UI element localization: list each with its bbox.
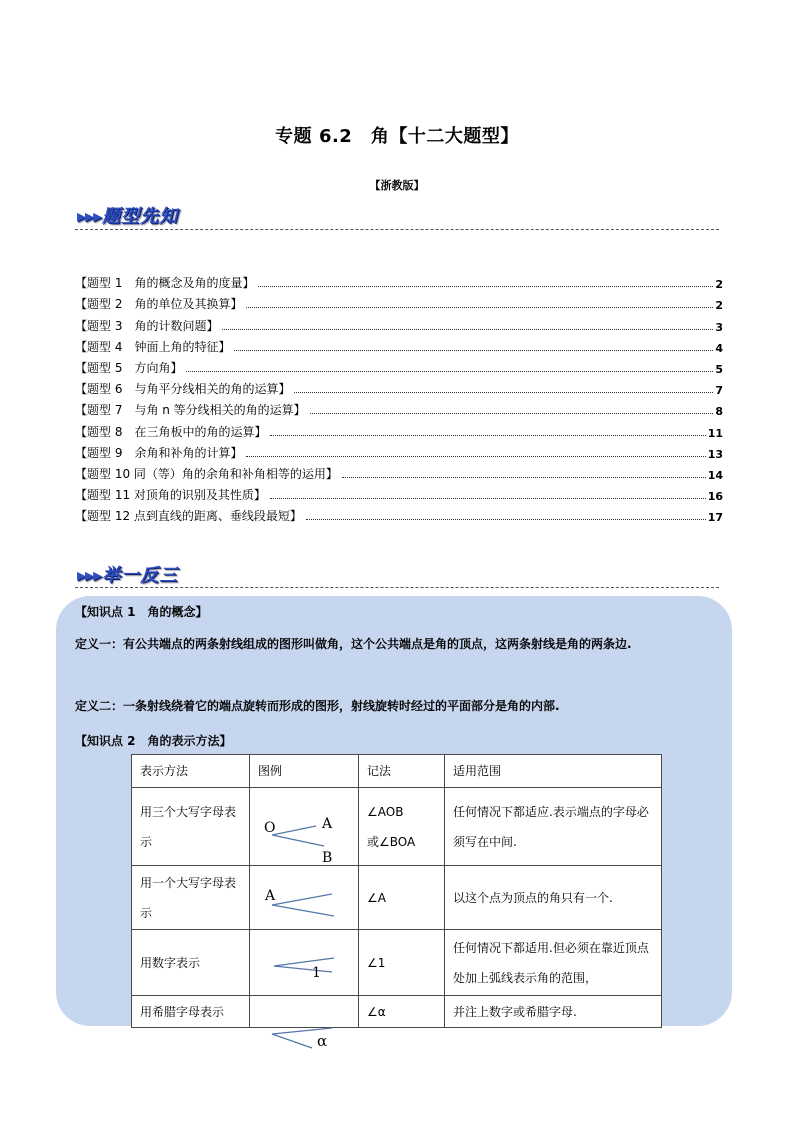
toc-item[interactable] [75,397,723,418]
toc-item[interactable] [75,376,723,397]
toc-item-page: 2 [715,278,723,292]
notation-cell [359,788,445,866]
toc-item[interactable] [75,355,723,376]
toc-item-label: 【题型 6 与角平分线相关的角的运算】 [75,382,291,397]
toc-item-label: 【题型 9 余角和补角的计算】 [75,445,243,460]
table-row [132,866,662,930]
toc-item-page: 14 [707,468,723,482]
notation-text-alt: 或∠BOA [367,834,416,849]
toc-item[interactable] [75,503,723,524]
toc-leader-dots [270,435,705,436]
label-b: B [322,850,333,865]
definition-two: 定义二：一条射线绕着它的端点旋转而形成的图形，射线旋转时经过的平面部分是角的内部. [75,699,560,713]
edition-label: 【浙教版】 [369,179,425,192]
toc-item-label: 【题型 1 角的概念及角的度量】 [75,276,255,291]
toc-leader-dots [294,392,713,393]
table-row [132,930,662,996]
label-alpha: α [317,1032,328,1050]
toc-item-label: 【题型 4 钟面上角的特征】 [75,339,231,354]
triple-arrow-icon: ▸▸▸ [77,565,102,586]
toc-leader-dots [246,307,713,308]
header-cell: 图例 [250,755,359,788]
toc-item-page: 13 [707,447,723,461]
toc-item-label: 【题型 7 与角 n 等分线相关的角的运算】 [75,403,306,418]
toc-item[interactable] [75,291,723,312]
section-heading-examples [77,561,178,587]
toc-leader-dots [258,286,713,287]
toc-item[interactable] [75,418,723,439]
toc-item-page: 17 [707,511,723,525]
scope-cell: 任何情况下都适应.表示端点的字母必须写在中间. [445,788,662,866]
toc-leader-dots [270,498,706,499]
toc-leader-dots [306,519,706,520]
label-one: 1 [312,965,321,981]
toc-item-page: 16 [707,490,723,504]
method-cell: 用希腊字母表示 [132,996,250,1028]
toc-item-label: 【题型 10 同（等）角的余角和补角相等的运用】 [75,466,338,481]
toc-item-label: 【题型 12 点到直线的距离、垂线段最短】 [75,509,302,524]
toc-item-label: 【题型 5 方向角】 [75,360,183,375]
toc-item[interactable] [75,312,723,333]
page-title: 专题 6.2 角【十二大题型】 [275,126,519,147]
toc-item-page: 7 [715,384,723,398]
divider [75,229,719,230]
header-cell: 记法 [359,755,445,788]
toc-item-page: 4 [715,341,723,355]
toc-item[interactable] [75,461,723,482]
table-of-contents [75,270,723,524]
section-heading-preview [77,202,178,228]
label-a: A [265,888,276,904]
toc-item-label: 【题型 11 对顶角的识别及其性质】 [75,488,266,503]
toc-leader-dots [186,371,713,372]
toc-leader-dots [310,413,714,414]
toc-item-page: 3 [715,320,723,334]
toc-item-page: 2 [715,299,723,313]
toc-item[interactable] [75,334,723,355]
knowledge-heading-1: 【知识点 1 角的概念】 [75,605,208,619]
scope-cell: 并注上数字或希腊字母. [445,996,662,1028]
divider [75,587,719,588]
toc-leader-dots [234,350,713,351]
toc-item-label: 【题型 2 角的单位及其换算】 [75,297,243,312]
toc-item-label: 【题型 8 在三角板中的角的运算】 [75,424,267,439]
toc-item[interactable] [75,270,723,291]
notation-cell: ∠α [359,996,445,1028]
scope-cell: 任何情况下都适用.但必须在靠近顶点处加上弧线表示角的范围， [445,930,662,996]
toc-item-page: 8 [715,405,723,419]
method-cell: 用数字表示 [132,930,250,996]
toc-leader-dots [246,456,705,457]
toc-item-page: 5 [715,362,723,376]
header-cell: 适用范围 [445,755,662,788]
knowledge-heading-2: 【知识点 2 角的表示方法】 [75,734,232,748]
toc-leader-dots [342,477,706,478]
notation-cell: ∠A [359,866,445,930]
toc-item-page: 11 [707,426,723,440]
toc-item[interactable] [75,440,723,461]
scope-cell: 以这个点为顶点的角只有一个. [445,866,662,930]
angle-notation-table [131,754,662,1028]
toc-item[interactable] [75,482,723,503]
toc-leader-dots [222,329,713,330]
notation-cell: ∠1 [359,930,445,996]
figure-number [250,930,359,996]
table-row [132,996,662,1028]
notation-text: ∠AOB [367,804,404,819]
header-cell: 表示方法 [132,755,250,788]
toc-item-label: 【题型 3 角的计数问题】 [75,318,219,333]
figure-one-letter [250,866,359,930]
method-cell: 用三个大写字母表示 [132,788,250,866]
table-row [132,788,662,866]
label-o: O [264,820,276,836]
definition-one: 定义一：有公共端点的两条射线组成的图形叫做角，这个公共端点是角的顶点，这两条射线是角的两条边. [75,637,632,651]
section-heading-text: 举一反三 [102,565,179,586]
table-header-row [132,755,662,788]
figure-three-letters [250,788,359,866]
figure-greek-letter [262,1022,342,1052]
label-a: A [322,816,333,832]
triple-arrow-icon: ▸▸▸ [77,206,102,227]
method-cell: 用一个大写字母表示 [132,866,250,930]
section-heading-text: 题型先知 [102,206,179,227]
